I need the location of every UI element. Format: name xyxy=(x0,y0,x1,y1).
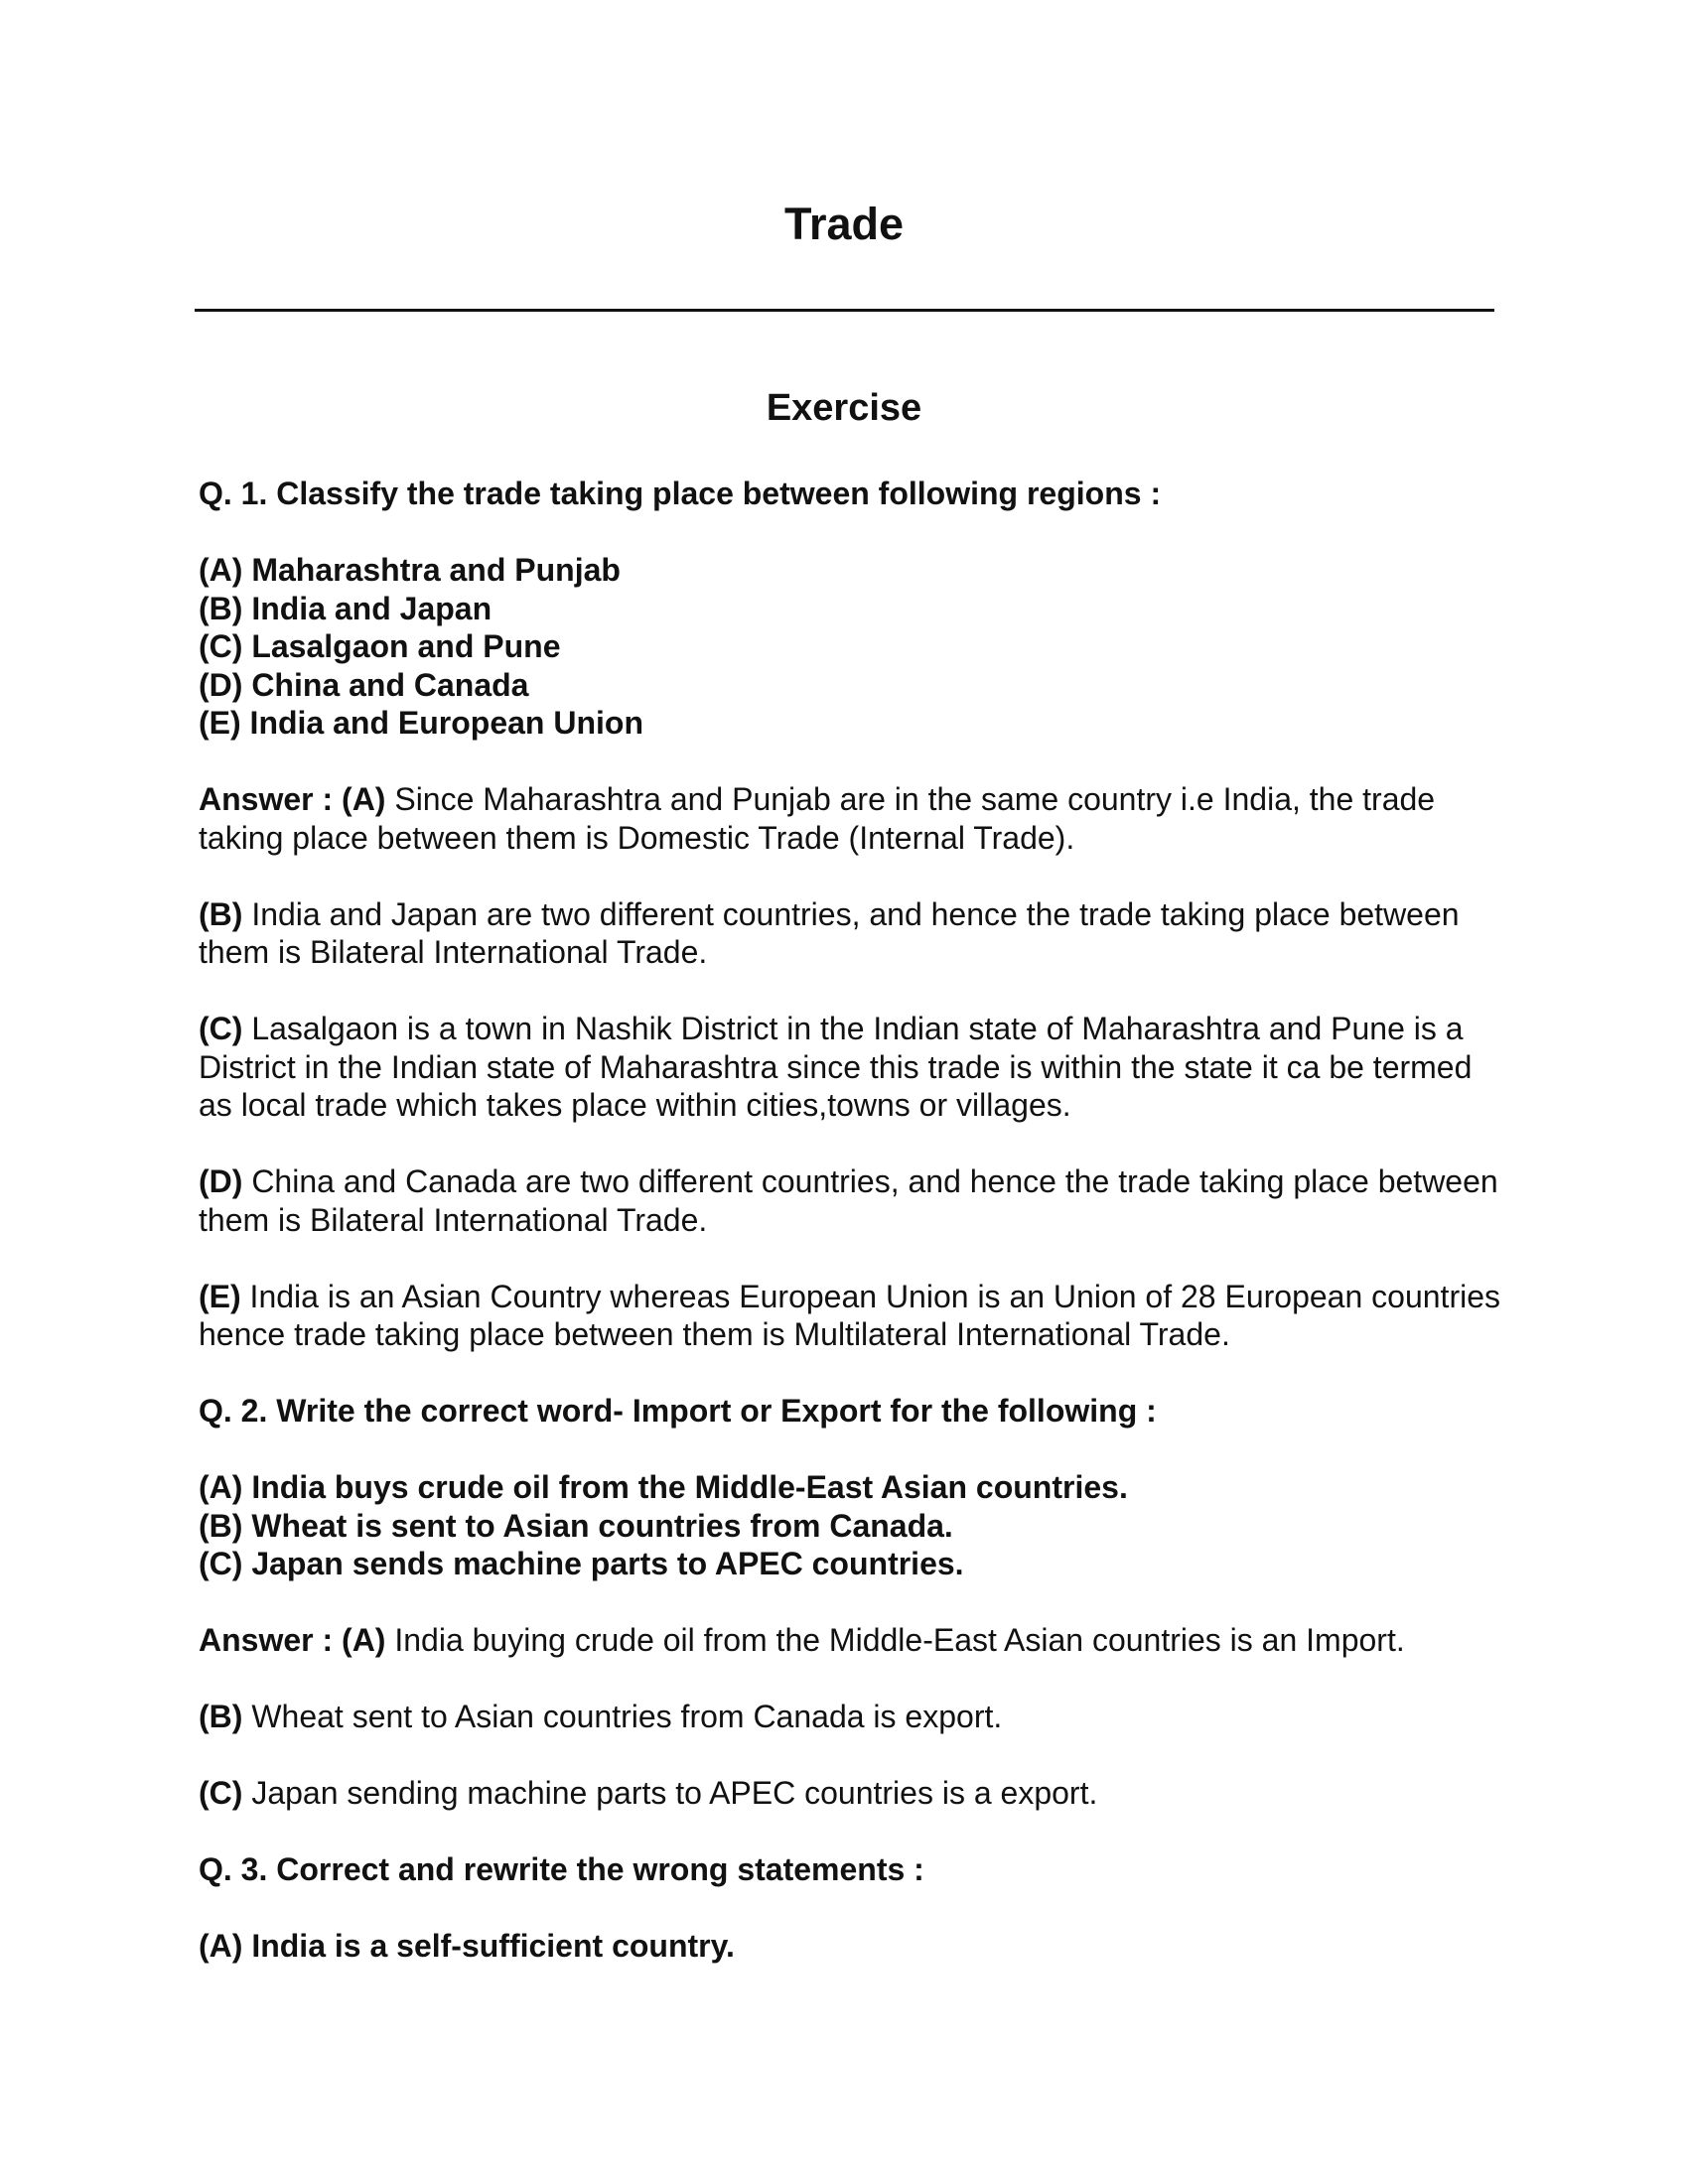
answer-label: Answer : (A) xyxy=(199,1622,386,1658)
page-title: Trade xyxy=(783,199,905,249)
question-1-option-d: (D) China and Canada xyxy=(199,666,529,703)
question-1-option-e: (E) India and European Union xyxy=(199,705,643,741)
question-1-answer-d xyxy=(199,1162,1509,1239)
answer-label: (C) xyxy=(199,1011,243,1046)
answer-text: China and Canada are two different countries, and hence the trade taking place between them is Bilateral International Trade. xyxy=(199,1163,1498,1238)
question-1-answer-e xyxy=(199,1278,1509,1354)
question-2-answer-a xyxy=(199,1621,1509,1660)
question-2-answer-c xyxy=(199,1774,1509,1813)
question-1-answer-b xyxy=(199,895,1509,972)
answer-text: India buying crude oil from the Middle-East Asian countries is an Import. xyxy=(385,1622,1405,1658)
document-body xyxy=(199,475,1509,2003)
answer-label: (B) xyxy=(199,895,243,932)
answer-text: Since Maharashtra and Punjab are in the same country i.e India, the trade taking place between them is Domestic Trade (Internal Trade). xyxy=(199,781,1436,856)
title-divider xyxy=(195,309,1494,312)
answer-label: (E) xyxy=(199,1278,241,1314)
answer-label: Answer : (A) xyxy=(199,781,386,817)
question-1-answer-a xyxy=(199,780,1509,857)
answer-label: (C) xyxy=(199,1775,243,1811)
answer-text: Japan sending machine parts to APEC countries is a export. xyxy=(242,1775,1098,1811)
question-2-answer-b xyxy=(199,1698,1509,1736)
question-3-options xyxy=(199,1927,1509,1966)
answer-text: Lasalgaon is a town in Nashik District in the Indian state of Maharashtra and Pune is a District in the Indian state of Maharashtra since this trade is within the state it ca be termed as local trade which takes place within cities,towns or villages. xyxy=(199,1011,1473,1123)
question-2-options xyxy=(199,1468,1509,1583)
question-1-answer-c xyxy=(199,1010,1509,1125)
section-title: Exercise xyxy=(766,387,922,429)
answer-label: (D) xyxy=(199,1163,243,1199)
question-1-option-c: (C) Lasalgaon and Pune xyxy=(199,628,561,664)
answer-text: Wheat sent to Asian countries from Canada is export. xyxy=(242,1699,1003,1734)
question-2-option-b: (B) Wheat is sent to Asian countries from Canada. xyxy=(199,1507,953,1544)
answer-text: India and Japan are two different countries, and hence the trade taking place between them is Bilateral International Trade. xyxy=(199,895,1460,970)
question-1-options xyxy=(199,551,1509,743)
answer-label: (B) xyxy=(199,1699,243,1734)
question-1: Q. 1. Classify the trade taking place between following regions : xyxy=(199,476,1162,511)
answer-text: India is an Asian Country whereas European Union is an Union of 28 European countries hence trade taking place between them is Multilateral International Trade. xyxy=(199,1278,1500,1352)
question-1-option-a: (A) Maharashtra and Punjab xyxy=(199,552,621,588)
question-2-option-c: (C) Japan sends machine parts to APEC countries. xyxy=(199,1546,964,1581)
question-1-option-b: (B) India and Japan xyxy=(199,590,492,626)
question-2: Q. 2. Write the correct word- Import or Export for the following : xyxy=(199,1393,1157,1429)
question-3: Q. 3. Correct and rewrite the wrong statements : xyxy=(199,1851,924,1887)
question-3-option-a: (A) India is a self-sufficient country. xyxy=(199,1928,735,1964)
question-2-option-a: (A) India buys crude oil from the Middle-East Asian countries. xyxy=(199,1469,1128,1505)
